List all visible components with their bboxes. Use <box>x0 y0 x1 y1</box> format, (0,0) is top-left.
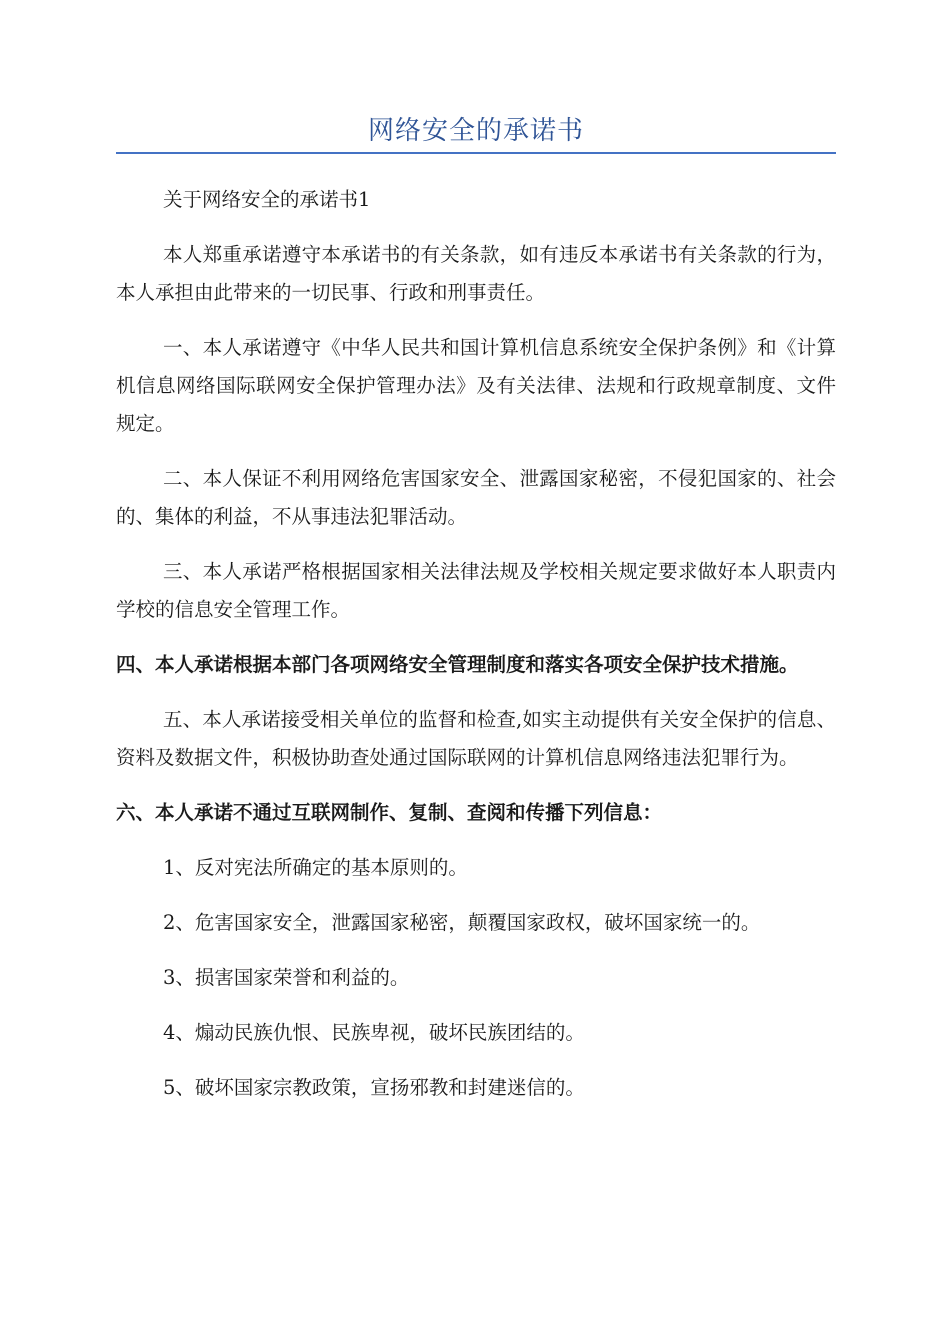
list-item-3: 3、损害国家荣誉和利益的。 <box>163 966 410 989</box>
paragraph-clause-6: 六、本人承诺不通过互联网制作、复制、查阅和传播下列信息： <box>116 801 663 824</box>
list-item-1: 1、反对宪法所确定的基本原则的。 <box>163 856 468 879</box>
paragraph-clause-3: 三、本人承诺严格根据国家相关法律法规及学校相关规定要求做好本人职责内学校的信息安全管理工作。 <box>116 560 836 621</box>
paragraph-heading: 关于网络安全的承诺书1 <box>163 188 371 211</box>
paragraph-clause-4: 四、本人承诺根据本部门各项网络安全管理制度和落实各项安全保护技术措施。 <box>116 653 799 676</box>
document-page <box>116 0 836 1107</box>
paragraph-clause-2: 二、本人保证不利用网络危害国家安全、泄露国家秘密，不侵犯国家的、社会的、集体的利益，不从事违法犯罪活动。 <box>116 467 836 528</box>
list-item-4: 4、煽动民族仇恨、民族卑视，破坏民族团结的。 <box>163 1021 585 1044</box>
paragraph-intro: 本人郑重承诺遵守本承诺书的有关条款，如有违反本承诺书有关条款的行为，本人承担由此带来的一切民事、行政和刑事责任。 <box>116 243 836 304</box>
list-item-5: 5、破坏国家宗教政策，宣扬邪教和封建迷信的。 <box>163 1076 585 1099</box>
list-item-2: 2、危害国家安全，泄露国家秘密，颠覆国家政权，破坏国家统一的。 <box>163 911 761 934</box>
title-underline <box>116 152 836 154</box>
paragraph-clause-1: 一、本人承诺遵守《中华人民共和国计算机信息系统安全保护条例》和《计算机信息网络国际联网安全保护管理办法》及有关法律、法规和行政规章制度、文件规定。 <box>116 336 836 435</box>
document-title: 网络安全的承诺书 <box>367 116 584 146</box>
paragraph-clause-5: 五、本人承诺接受相关单位的监督和检查,如实主动提供有关安全保护的信息、资料及数据文件，积极协助查处通过国际联网的计算机信息网络违法犯罪行为。 <box>116 708 836 769</box>
